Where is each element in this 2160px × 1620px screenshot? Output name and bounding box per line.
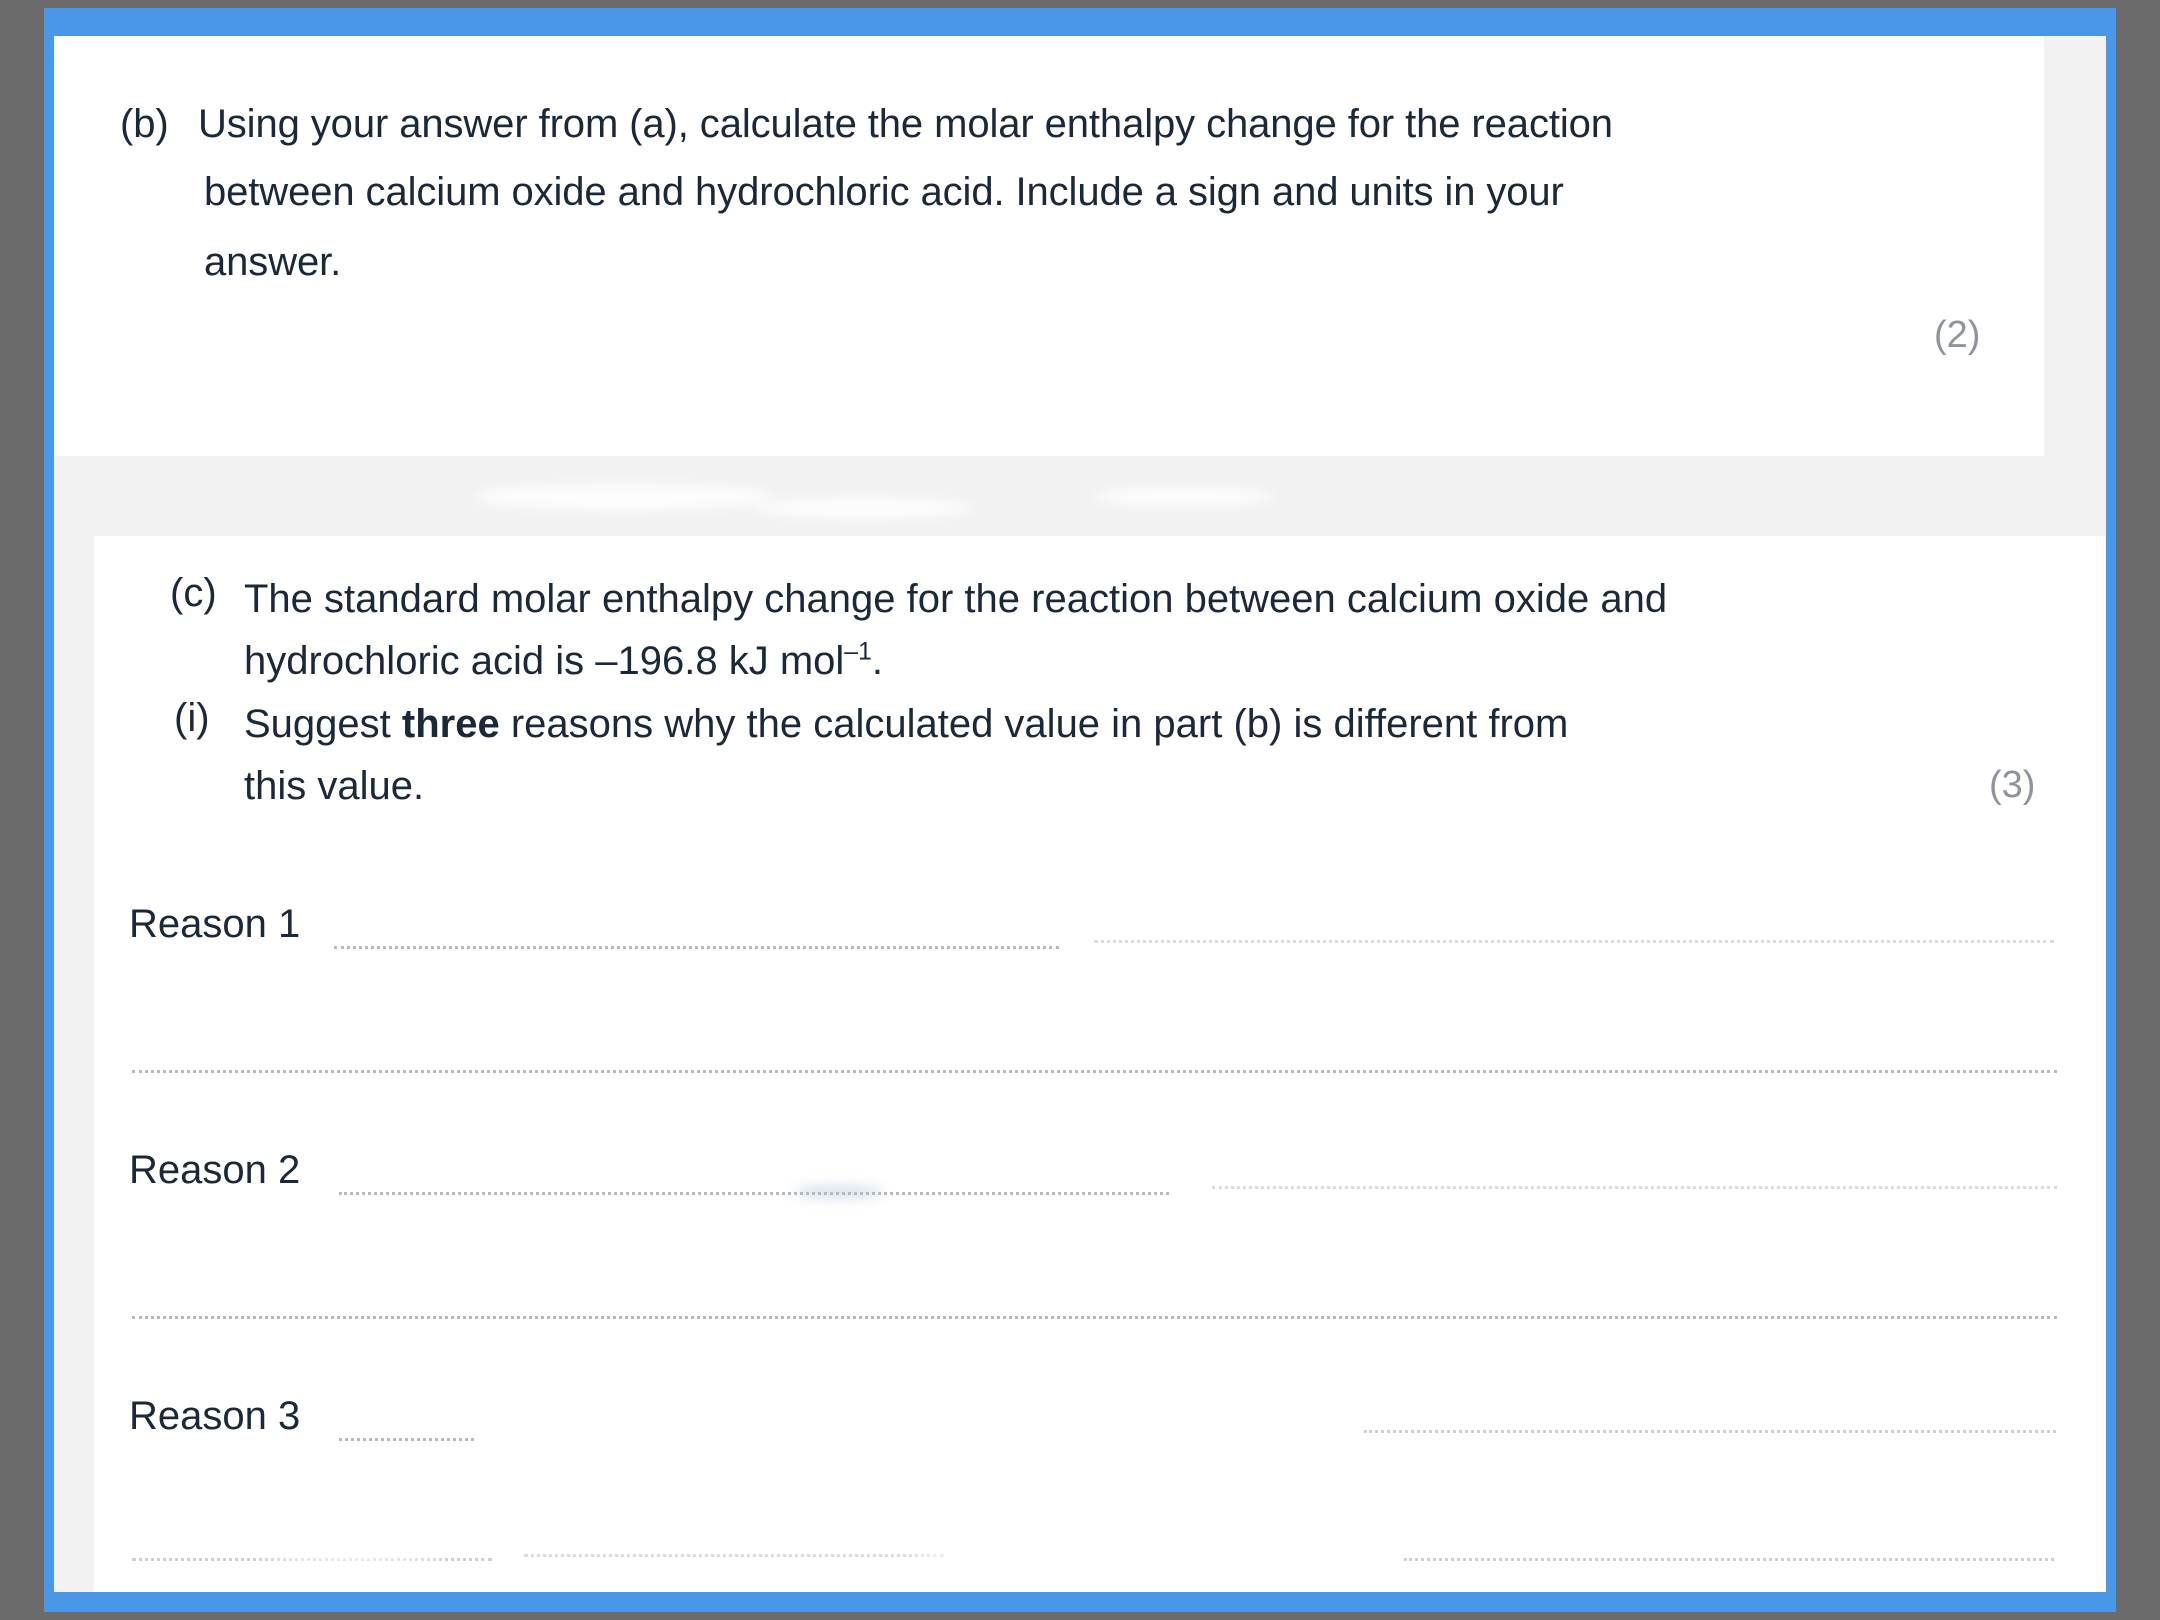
question-part-c-block [94,536,2106,1592]
answer-line-reason-2b[interactable] [1212,1184,2057,1189]
blue-border-frame [44,8,2116,1612]
part-c-line-2-superscript: –1 [844,638,872,666]
part-c-line-2 [244,633,2084,690]
part-c-i-text-b: reasons why the calculated value in part (b) is different from [499,702,1569,746]
part-c-line-2-suffix: . [871,639,883,683]
part-c-i-text-a: Suggest [244,702,402,746]
part-c-i-label: (i) [174,696,210,740]
reason-3-label: Reason 3 [129,1394,301,1438]
part-c-line-2-prefix: hydrochloric acid is –196.8 kJ mol [244,639,845,683]
answer-line-reason-1b[interactable] [1094,938,2054,943]
part-c-line-1: The standard molar enthalpy change for the reaction between calcium oxide and [244,577,1668,621]
part-b-marks: (2) [1934,314,1981,356]
answer-line-reason-1a[interactable] [334,944,1059,949]
part-c-i-marks: (3) [1989,764,2036,806]
reason-2-label: Reason 2 [129,1148,301,1192]
part-c-i-line-2: this value. [244,764,425,808]
answer-line-1-second[interactable] [132,1068,2057,1073]
answer-line-3-second-c[interactable] [1404,1556,2054,1561]
question-part-b-block [54,36,2044,456]
part-c-i-line-1 [244,696,2044,753]
answer-line-reason-2a[interactable] [339,1190,1169,1195]
part-b-line-2: between calcium oxide and hydrochloric acid. Include a sign and units in your [204,170,1564,214]
scan-artifact [264,1546,444,1562]
scan-artifact [474,484,774,510]
part-b-line-3: answer. [204,240,342,284]
part-b-line-1: Using your answer from (a), calculate the molar enthalpy change for the reaction [198,102,1613,146]
part-c-label: (c) [170,571,217,615]
scan-artifact [794,1186,884,1198]
answer-line-3-second-b[interactable] [524,1552,944,1557]
scan-artifact [914,1548,1034,1562]
part-c-i-emphasis: three [401,702,500,746]
answer-line-reason-3b[interactable] [1364,1428,2056,1433]
reason-1-label: Reason 1 [129,902,301,946]
scan-artifact [1094,488,1274,506]
answer-line-reason-3a[interactable] [339,1436,474,1441]
scanned-page [54,36,2106,1592]
scan-artifact [754,498,974,518]
answer-line-2-second[interactable] [132,1314,2057,1319]
part-b-label: (b) [120,102,169,146]
